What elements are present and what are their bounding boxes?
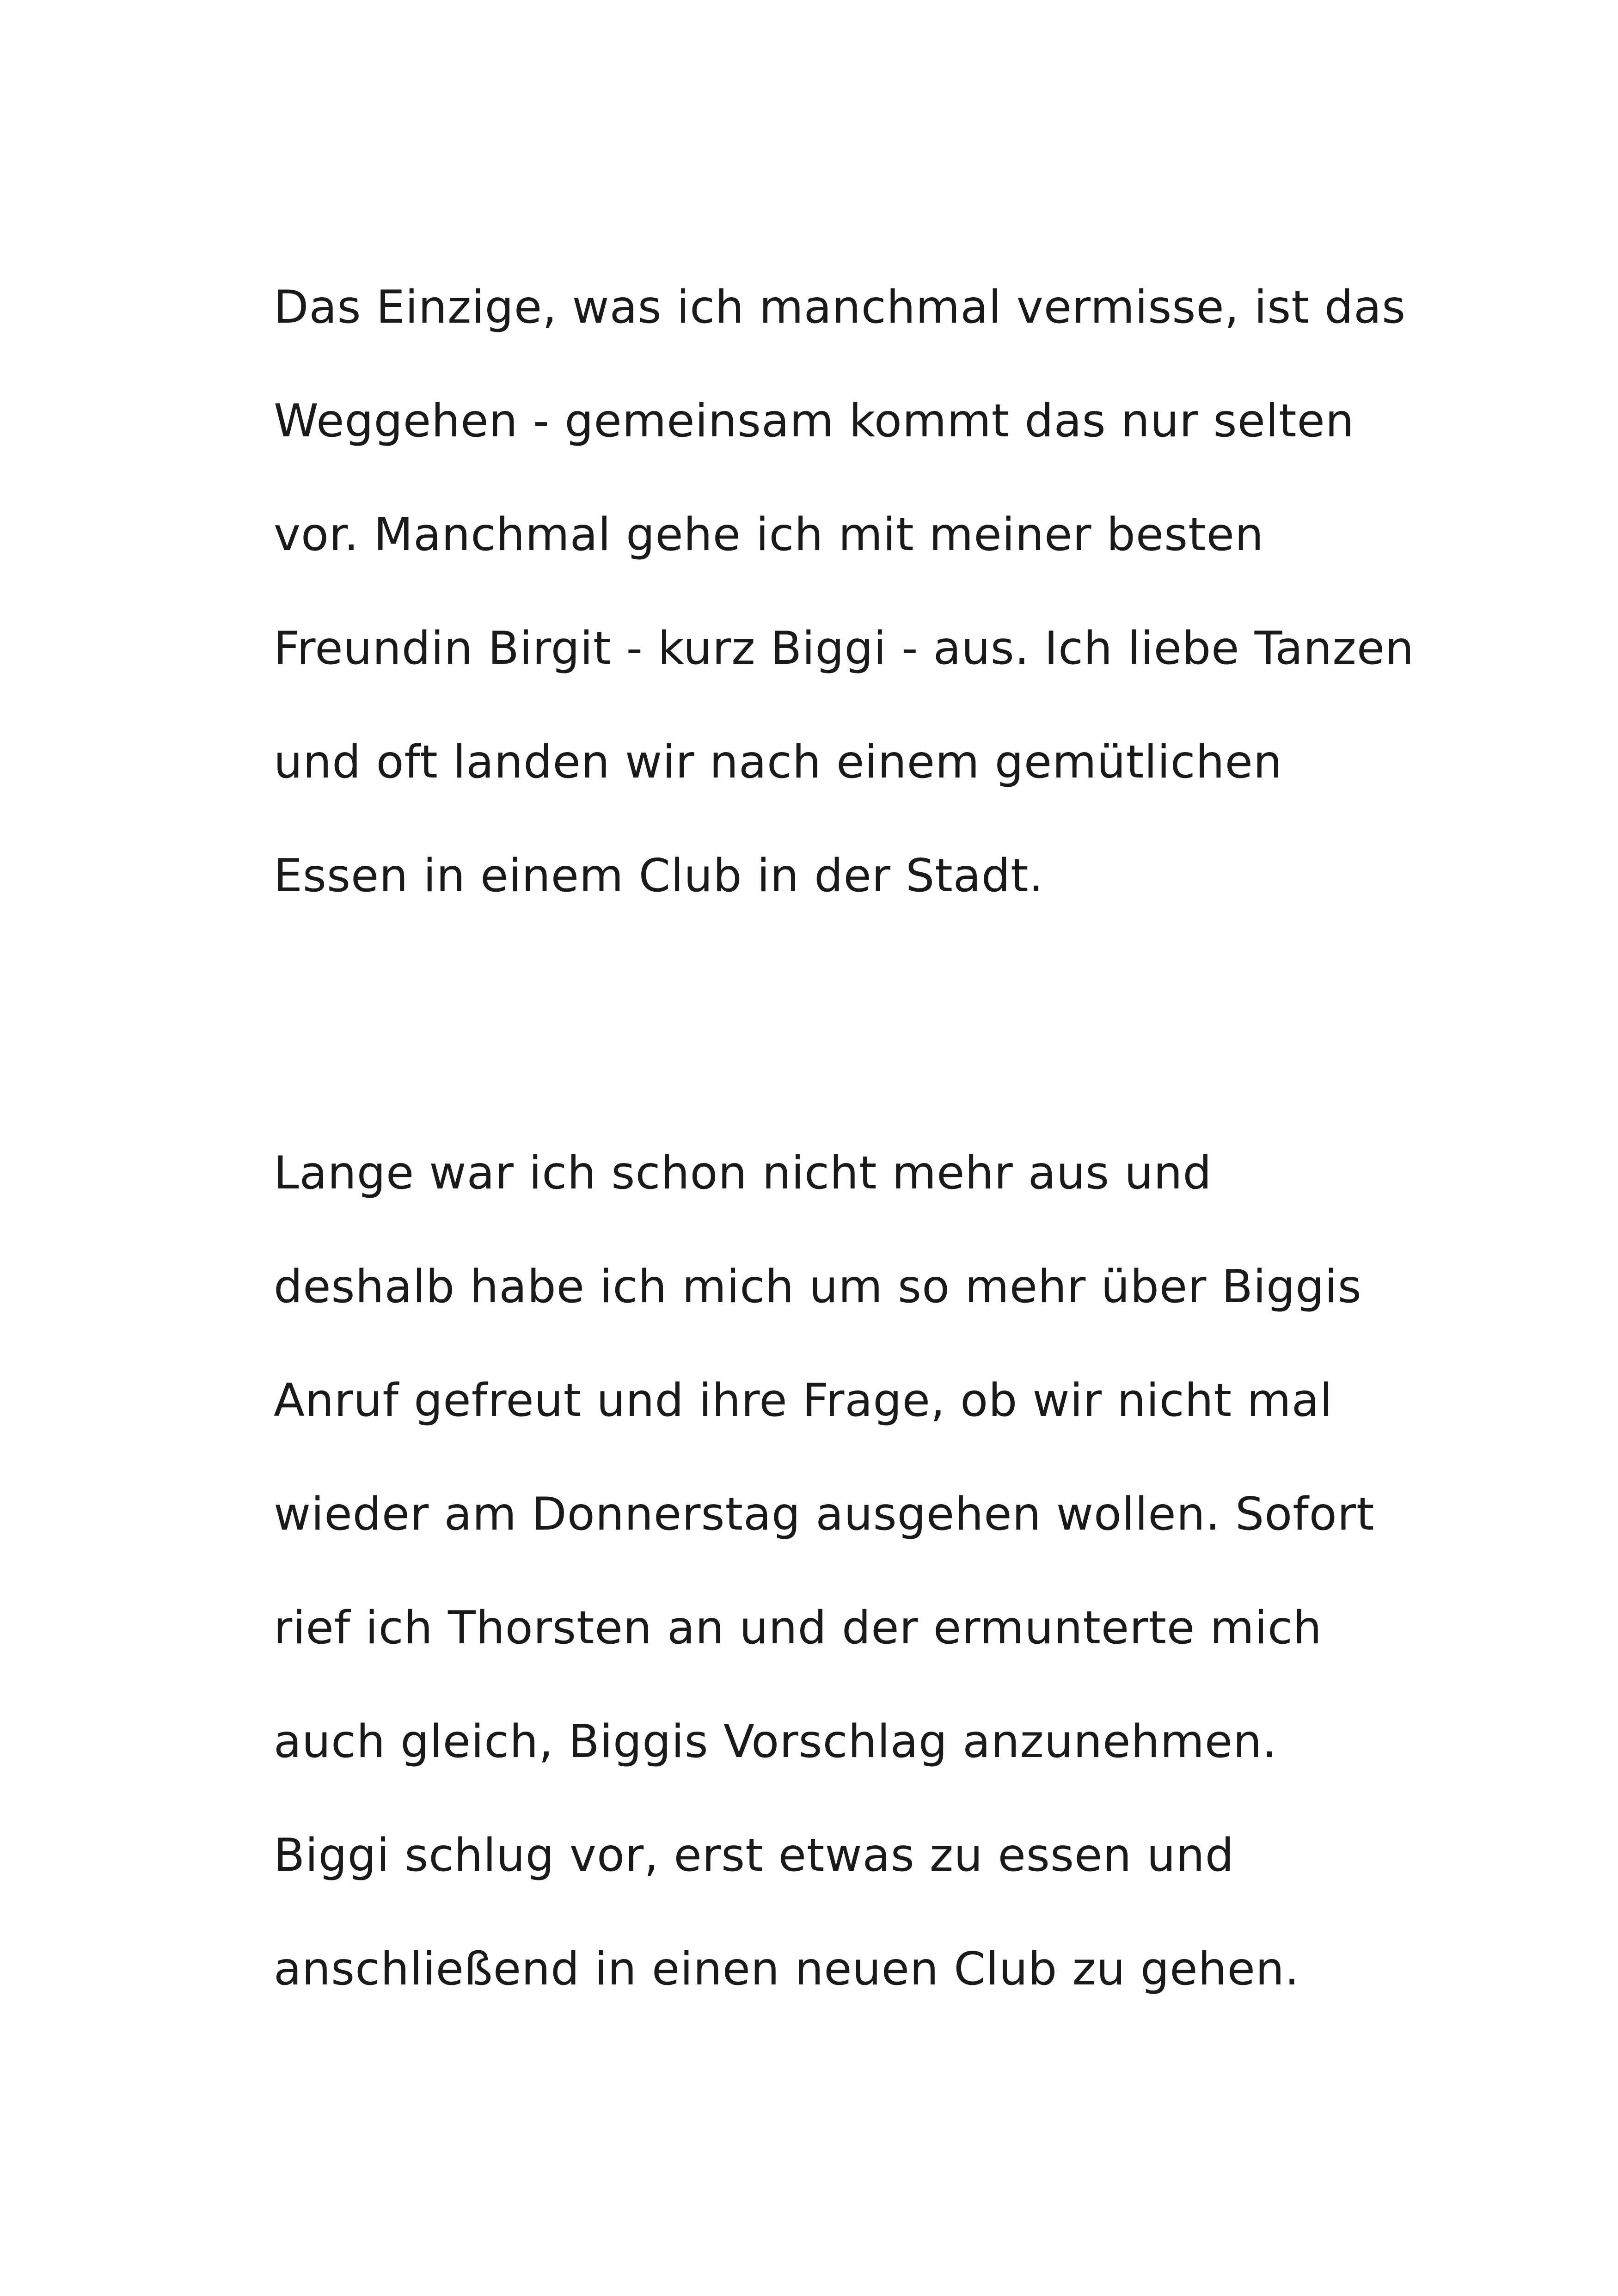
- text-line: und oft landen wir nach einem gemütlichen: [274, 736, 1283, 789]
- text-line: anschließend in einen neuen Club zu gehen.: [274, 1943, 1300, 1996]
- text-line: Essen in einem Club in der Stadt.: [274, 850, 1044, 902]
- text-line: Weggehen - gemeinsam kommt das nur selten: [274, 395, 1354, 447]
- paragraph-2: [274, 1132, 1453, 2041]
- paragraph-1: [274, 266, 1453, 948]
- text-line: Freundin Birgit - kurz Biggi - aus. Ich liebe Tanzen: [274, 622, 1415, 675]
- text-line: vor. Manchmal gehe ich mit meiner besten: [274, 508, 1264, 561]
- text-line: Das Einzige, was ich manchmal vermisse, ist das: [274, 281, 1406, 334]
- text-line: rief ich Thorsten an und der ermunterte mich: [274, 1602, 1323, 1654]
- text-line: wieder am Donnerstag ausgehen wollen. Sofort: [274, 1488, 1375, 1541]
- text-line: auch gleich, Biggis Vorschlag anzunehmen.: [274, 1715, 1277, 1768]
- text-line: Lange war ich schon nicht mehr aus und: [274, 1147, 1212, 1200]
- text-line: Biggi schlug vor, erst etwas zu essen und: [274, 1829, 1234, 1882]
- text-line: deshalb habe ich mich um so mehr über Biggis: [274, 1261, 1362, 1313]
- text-line: Anruf gefreut und ihre Frage, ob wir nicht mal: [274, 1374, 1333, 1427]
